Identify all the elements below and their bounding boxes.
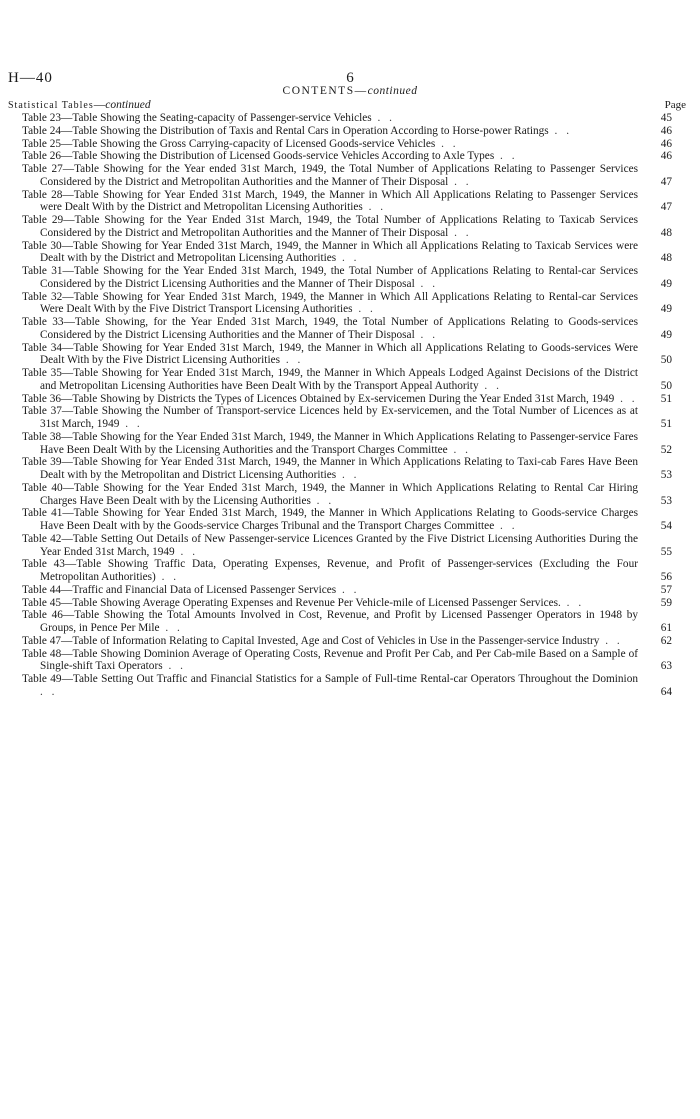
entry-page-number: 52 (660, 443, 672, 456)
section-heading: Statistical Tables—continued (8, 99, 151, 111)
contents-entry (22, 507, 672, 533)
contents-entry (22, 647, 672, 674)
contents-entry (22, 150, 672, 163)
contents-entry (22, 316, 672, 342)
entry-page-number: 53 (660, 469, 672, 481)
entry-page-number: 47 (660, 175, 672, 188)
entry-page-number: 53 (660, 494, 672, 507)
contents-entry (22, 341, 672, 368)
entry-page-number: 49 (660, 328, 672, 341)
entry-page-number: 51 (660, 392, 672, 405)
dot-leader: . . (371, 112, 395, 124)
contents-entry (22, 392, 672, 406)
entry-title: Table 38—Table Showing for the Year Ended 31st March, 1949, the Manner in Which Applications Relating to Passenger-service Fares Have Been Dealt With by the Licensing Authorities and the Transport Charges Committee (22, 430, 638, 456)
entry-title: Table 31—Table Showing for the Year Ended 31st March, 1949, the Total Number of Applications Relating to Rental-car Services Considered by the District Licensing Authorities and the Manner of Their Disposal (22, 265, 638, 290)
entry-page-number: 46 (660, 150, 672, 163)
entry-title: Table 43—Table Showing Traffic Data, Operating Expenses, Revenue, and Profit of Passenger-services (Excluding the Four Metropolitan Authorities) (22, 558, 638, 583)
contents-entry (22, 112, 672, 125)
entry-title: Table 45—Table Showing Average Operating Expenses and Revenue Per Vehicle-mile of Licensed Passenger Services. (22, 596, 561, 609)
entry-title: Table 44—Traffic and Financial Data of Licensed Passenger Services (22, 583, 337, 596)
dot-leader: . . (478, 379, 502, 392)
dot-leader: . . (362, 201, 387, 214)
dot-leader: . . (448, 226, 472, 239)
entry-page-number: 48 (660, 252, 672, 265)
entry-title: Table 32—Table Showing for Year Ended 31st March, 1949, the Manner in Which All Applications Relating to Rental-car Services Were Dealt With by the Five District Transport Licensing Authorities (22, 290, 638, 316)
entry-title: Table 23—Table Showing the Seating-capacity of Passenger-service Vehicles (22, 112, 372, 124)
entry-title: Table 30—Table Showing for Year Ended 31st March, 1949, the Manner in Which all Applications Relating to Taxicab Services were Dealt with by the District and Metropolitan Licensing Authorities (22, 239, 638, 265)
entry-page-number: 54 (660, 520, 672, 532)
entry-page-number: 61 (660, 622, 672, 634)
contents-entry (22, 290, 672, 317)
entry-title: Table 25—Table Showing the Gross Carrying-capacity of Licensed Goods-service Vehicles (22, 137, 436, 150)
entry-title: Table 29—Table Showing for the Year Ended 31st March, 1949, the Total Number of Applications Relating to Taxicab Services Considered by the District and Metropolitan Authorities and the Manner of Their Disposal (22, 214, 638, 239)
page-number: 6 (346, 70, 354, 86)
entry-title: Table 37—Table Showing the Number of Transport-service Licences held by Ex-servicemen, and the Total Number of Licences as at 31st March, 1949 (22, 405, 638, 430)
dot-leader: . . (310, 494, 335, 507)
dot-leader: . . (119, 418, 143, 430)
contents-entry (22, 532, 672, 559)
dot-leader: . . (448, 175, 472, 188)
contents-list (22, 112, 672, 699)
dot-leader: . . (560, 596, 585, 609)
dot-leader: . . (494, 150, 518, 163)
contents-entry (22, 673, 672, 699)
entry-title: Table 24—Table Showing the Distribution of Taxis and Rental Cars in Operation According to Horse-power Ratings (22, 124, 549, 137)
contents-entry (22, 265, 672, 291)
entry-title: Table 33—Table Showing, for the Year Ended 31st March, 1949, the Total Number of Applications Relating to Goods-services Considered by the District Licensing Authorities and the Manner of Their Disposal (22, 316, 638, 341)
entry-title: Table 46—Table Showing the Total Amounts Involved in Cost, Revenue, and Profit by Licensed Passenger Operators in 1948 by Groups, in Pence Per Mile (22, 609, 638, 634)
contents-entry (22, 124, 672, 138)
contents-entry (22, 137, 672, 151)
dot-leader: . . (40, 685, 58, 698)
dot-leader: . . (159, 622, 183, 634)
document-reference: H—40 (8, 70, 53, 86)
dot-leader: . . (280, 354, 304, 367)
contents-title: CONTENTS (282, 85, 355, 97)
contents-heading: CONTENTS—continued (282, 85, 418, 97)
dot-leader: . . (614, 392, 638, 405)
dot-leader: . . (352, 303, 376, 316)
entry-title: Table 40—Table Showing for the Year Ended 31st March, 1949, the Manner in Which Applications Relating to Rental Car Hiring Charges Have Been Dealt with by the Licensing Authorities (22, 481, 638, 507)
page-column-label: Page (664, 99, 686, 111)
entry-page-number: 45 (660, 112, 672, 124)
section-title: Statistical Tables (8, 100, 94, 111)
entry-page-number: 49 (660, 277, 672, 290)
contents-entry (22, 214, 672, 240)
dot-leader: . . (336, 469, 360, 481)
entry-page-number: 50 (660, 379, 672, 392)
contents-entry (22, 609, 672, 635)
entry-title: Table 48—Table Showing Dominion Average of Operating Costs, Revenue and Profit Per Cab, and Per Cab-mile Based on a Sample of Single-shift Taxi Operators (22, 647, 638, 673)
dot-leader: . . (336, 252, 360, 265)
contents-entry (22, 163, 672, 189)
entry-title: Table 41—Table Showing for Year Ended 31st March, 1949, the Manner in Which Applications Relating to Goods-service Charges Have Been Dealt with by the Goods-service Charges Tribunal and the Transport Charges Committee (22, 507, 638, 532)
dot-leader: . . (435, 137, 459, 150)
section-suffix: continued (105, 99, 151, 111)
contents-entry (22, 239, 672, 266)
dot-leader: . . (336, 583, 360, 596)
entry-title: Table 47—Table of Information Relating to Capital Invested, Age and Cost of Vehicles in Use in the Passenger-service Industry (22, 634, 600, 647)
contents-entry (22, 634, 672, 648)
entry-page-number: 46 (660, 124, 672, 137)
entry-page-number: 48 (660, 226, 672, 239)
entry-title: Table 34—Table Showing for Year Ended 31st March, 1949, the Manner in Which all Applications Relating to Goods-services Were Dealt With by the Five District Licensing Authorities (22, 341, 638, 367)
entry-page-number: 50 (660, 354, 672, 367)
contents-entry (22, 596, 672, 610)
entry-page-number: 49 (660, 303, 672, 316)
entry-title: Table 27—Table Showing for the Year ended 31st March, 1949, the Total Number of Applications Relating to Passenger Services Considered by the District and Metropolitan Authorities and the Manner of Their Disposal (22, 163, 638, 188)
entry-page-number: 63 (660, 660, 672, 673)
contents-entry (22, 481, 672, 508)
entry-title: Table 42—Table Setting Out Details of New Passenger-service Licences Granted by the Five District Licensing Authorities During the Year Ended 31st March, 1949 (22, 532, 638, 558)
dot-leader: . . (494, 520, 518, 532)
contents-entry (22, 367, 672, 393)
entry-page-number: 64 (660, 685, 672, 698)
dot-leader: . . (548, 124, 573, 137)
dot-leader: . . (447, 443, 471, 456)
entry-page-number: 55 (660, 545, 672, 558)
entry-title: Table 35—Table Showing for Year Ended 31st March, 1949, the Manner in Which Appeals Lodged Against Decisions of the District and Metropolitan Licensing Authorities have Been Dealt With by the Transport Appeal Authority (22, 367, 638, 392)
contents-entry (22, 405, 672, 431)
contents-entry (22, 188, 672, 215)
entry-title: Table 36—Table Showing by Districts the Types of Licences Obtained by Ex-servicemen During the Year Ended 31st March, 1949 (22, 392, 615, 405)
entry-page-number: 59 (660, 596, 672, 609)
entry-page-number: 57 (660, 583, 672, 596)
dot-leader: . . (155, 571, 180, 583)
dot-leader: . . (174, 545, 199, 558)
contents-entry (22, 558, 672, 584)
dot-leader: . . (414, 277, 439, 290)
entry-page-number: 62 (660, 634, 672, 647)
contents-entry (22, 456, 672, 482)
entry-page-number: 46 (660, 137, 672, 150)
entry-title: Table 26—Table Showing the Distribution of Licensed Goods-service Vehicles According to Axle Types (22, 150, 495, 163)
entry-page-number: 51 (660, 418, 672, 430)
dot-leader: . . (414, 328, 439, 341)
entry-title: Table 28—Table Showing for Year Ended 31st March, 1949, the Manner in Which All Applications Relating to Passenger Services were Dealt With by the District and Metropolitan Licensing Authorities (22, 188, 638, 214)
contents-suffix: continued (367, 85, 418, 97)
entry-page-number: 47 (660, 201, 672, 214)
contents-entry (22, 583, 672, 597)
dot-leader: . . (599, 634, 623, 647)
entry-title: Table 39—Table Showing for Year Ended 31st March, 1949, the Manner in Which Applications Relating to Taxi-cab Fares Have Been Dealt with by the Metropolitan and District Licensing Authorities (22, 456, 638, 481)
entry-title: Table 49—Table Setting Out Traffic and Financial Statistics for a Sample of Full-time Rental-car Operators Throughout the Dominion (22, 673, 638, 685)
dot-leader: . . (162, 660, 186, 673)
contents-entry (22, 430, 672, 457)
entry-page-number: 56 (660, 571, 672, 583)
